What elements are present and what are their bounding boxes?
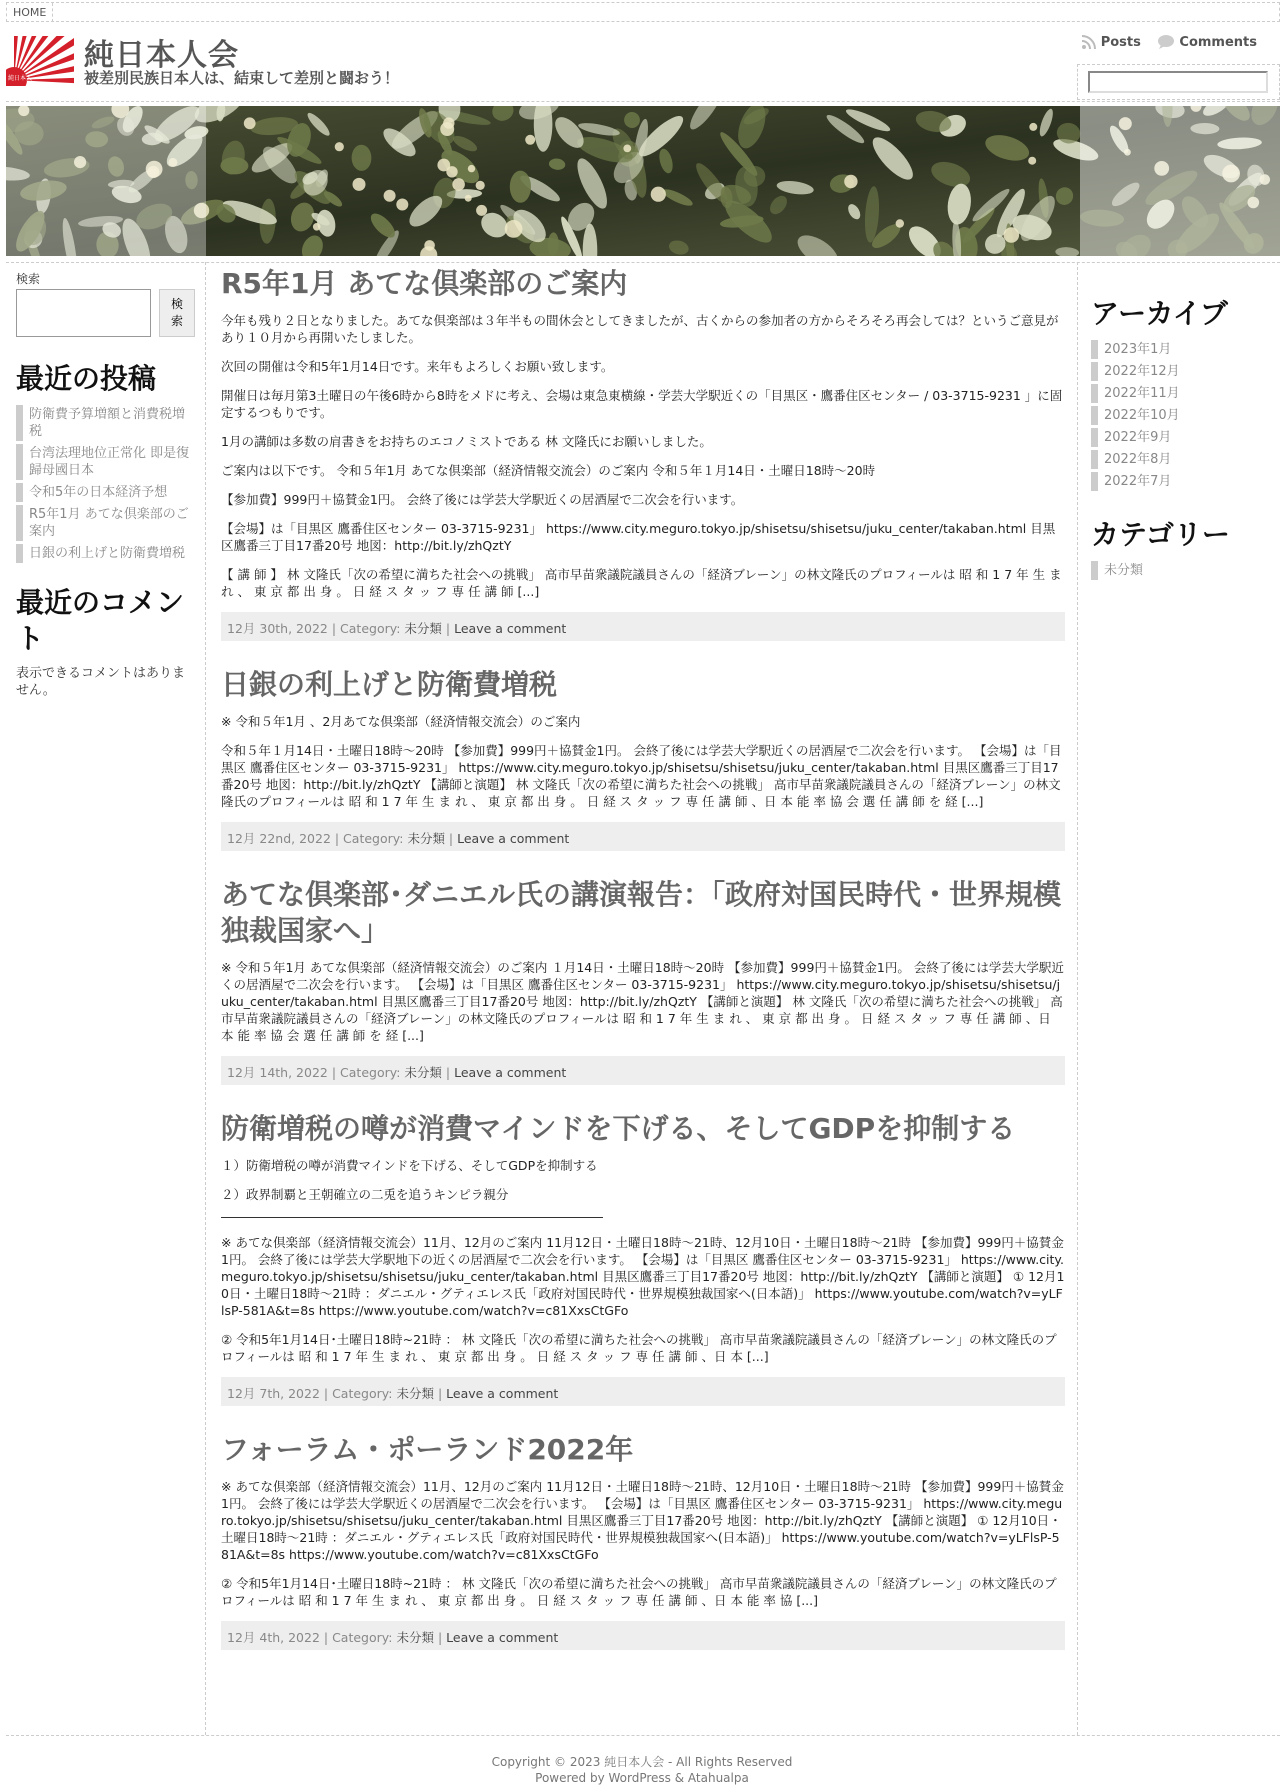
post-date: 12月 22nd, 2022 | Category: <box>227 831 408 846</box>
meta-separator: | <box>433 1386 447 1401</box>
post-body <box>221 1478 1065 1609</box>
post-paragraph: 【会場】は「目黒区 鷹番住区センター 03-3715-9231」 https://www.city.meguro.tokyo.jp/shisetsu/shisetsu/juku_center/takaban.html 目黒区鷹番三丁目17番20号 地図：http://bit.ly/zhQztY <box>221 521 1056 553</box>
post-paragraph: ② 令和5年1月14日･土曜日18時~21時 ： 林 文隆氏「次の希望に満ちた社会への挑戦」 高市早苗衆議院議員さんの「経済ブレーン」の林文隆氏のプロフィールは 昭 和 1 7 年 生 ま れ 、 東 京 都 出 身 。 日 経 ス タ ッ フ 専 任 講 師 、日 本 能 率 協 [...] <box>221 1576 1057 1608</box>
post-paragraph: ２）政界制覇と王朝確立の二兎を追うキンピラ親分 <box>221 1187 509 1202</box>
post-paragraph: 【参加費】999円＋協賛金1円。 会終了後には学芸大学駅近くの居酒屋で二次会を行います。 <box>221 492 744 507</box>
category-link[interactable]: 未分類 <box>404 1065 442 1080</box>
post <box>221 877 1065 1085</box>
post-date: 12月 30th, 2022 | Category: <box>227 621 405 636</box>
archive-item[interactable]: 2022年11月 <box>1091 384 1271 403</box>
category-link[interactable]: 未分類 <box>404 621 442 636</box>
powered-by-text: Powered by WordPress & Atahualpa <box>535 1771 749 1785</box>
leave-comment-link[interactable]: Leave a comment <box>454 621 567 636</box>
horizontal-rule <box>221 1217 603 1218</box>
post-date: 12月 14th, 2022 | Category: <box>227 1065 405 1080</box>
post-body <box>221 713 1065 810</box>
nav-home-link[interactable]: HOME <box>7 3 53 22</box>
banner-foliage-image <box>6 106 1280 256</box>
post-title[interactable]: 防衛増税の噂が消費マインドを下げる、そしてGDPを抑制する <box>221 1112 1016 1145</box>
recent-posts-title: 最近の投稿 <box>16 362 157 395</box>
top-nav <box>6 2 1280 22</box>
post-meta <box>221 1056 1065 1085</box>
leave-comment-link[interactable]: Leave a comment <box>446 1630 559 1645</box>
posts-feed-link[interactable] <box>1081 34 1141 50</box>
meta-separator: | <box>441 1065 455 1080</box>
content-top-divider <box>6 262 1280 263</box>
post-body <box>221 1157 1065 1365</box>
archive-item[interactable]: 2022年12月 <box>1091 362 1271 381</box>
category-link[interactable]: 未分類 <box>407 831 445 846</box>
post-paragraph: ② 令和5年1月14日･土曜日18時~21時 ： 林 文隆氏「次の希望に満ちた社会への挑戦」 高市早苗衆議院議員さんの「経済ブレーン」の林文隆氏のプロフィールは 昭 和 1 7 年 生 ま れ 、 東 京 都 出 身 。 日 経 ス タ ッ フ 専 任 講 師 、日 本 [...] <box>221 1332 1057 1364</box>
recent-post-item[interactable]: R5年1月 あてな倶楽部のご案内 <box>16 505 196 541</box>
post-title[interactable]: 日銀の利上げと防衛費増税 <box>221 668 558 701</box>
post-paragraph: 令和５年１月14日・土曜日18時～20時 【参加費】999円＋協賛金1円。 会終了後には学芸大学駅近くの居酒屋で二次会を行います。 【会場】は「目黒区 鷹番住区センター 03-3715-9231」 https://www.city.meguro.tokyo.jp/shisetsu/shisetsu/juku_center/takaban.html 目黒区鷹番三丁目17番20号 地図：http://bit.ly/zhQztY 【講師と演題】 林 文隆氏「次の希望に満ちた社会への挑戦」 高市早苗衆議院議員さんの「経済ブレーン」の林文隆氏のプロフィールは 昭 和 1 7 年 生 ま れ 、 東 京 都 出 身 。 日 経 ス タ ッ フ 専 任 講 師 、日 本 能 率 協 会 選 任 講 師 を 経 [...] <box>221 743 1062 809</box>
header-search-box <box>1077 64 1280 100</box>
post <box>221 667 1065 851</box>
categories-title: カテゴリー <box>1091 518 1230 551</box>
archive-item[interactable]: 2022年10月 <box>1091 406 1271 425</box>
meta-separator: | <box>441 621 455 636</box>
post-title[interactable]: フォーラム・ポーランド2022年 <box>221 1433 634 1466</box>
post-title[interactable]: あてな倶楽部･ダニエル氏の講演報告：「政府対国民時代・世界規模独裁国家へ」 <box>221 878 1062 947</box>
leave-comment-link[interactable]: Leave a comment <box>446 1386 559 1401</box>
recent-post-item[interactable]: 日銀の利上げと防衛費増税 <box>16 544 196 563</box>
post-title[interactable]: R5年1月 あてな倶楽部のご案内 <box>221 267 628 300</box>
post-paragraph: １）防衛増税の噂が消費マインドを下げる、そしてGDPを抑制する <box>221 1158 598 1173</box>
site-tagline: 被差別民族日本人は、結束して差別と闘おう！ <box>84 69 400 87</box>
post <box>221 266 1065 641</box>
main-content <box>221 266 1065 1676</box>
leave-comment-link[interactable]: Leave a comment <box>454 1065 567 1080</box>
comments-feed-link[interactable] <box>1157 34 1257 50</box>
post-date: 12月 4th, 2022 | Category: <box>227 1630 397 1645</box>
archive-item[interactable]: 2023年1月 <box>1091 340 1271 359</box>
no-comments-text: 表示できるコメントはありません。 <box>16 666 186 698</box>
archives-title: アーカイブ <box>1091 297 1228 330</box>
post-meta <box>221 612 1065 641</box>
recent-post-item[interactable]: 防衛費予算増額と消費税増税 <box>16 405 196 441</box>
post-paragraph: ※ 令和５年1月 、2月あてな倶楽部（経済情報交流会）のご案内 <box>221 714 581 729</box>
logo-text: 純日本人 <box>8 75 33 82</box>
leave-comment-link[interactable]: Leave a comment <box>457 831 570 846</box>
meta-separator: | <box>433 1630 447 1645</box>
posts-feed-label: Posts <box>1100 34 1141 50</box>
post-date: 12月 7th, 2022 | Category: <box>227 1386 397 1401</box>
recent-posts-list <box>16 405 196 563</box>
post-paragraph: 今年も残り２日となりました。あてな倶楽部は３年半もの間休会としてきましたが、古くからの参加者の方からそろそろ再会しては？というご意見があり１０月から再開いたしました。 <box>221 313 1059 345</box>
recent-post-item[interactable]: 令和5年の日本経済予想 <box>16 483 196 502</box>
site-title[interactable]: 純日本人会 <box>84 38 239 73</box>
search-label: 検索 <box>16 272 41 286</box>
header-search-input[interactable] <box>1088 71 1268 93</box>
archive-item[interactable]: 2022年8月 <box>1091 450 1271 469</box>
post-paragraph: 次回の開催は令和5年1月14日です。来年もよろしくお願い致します。 <box>221 359 614 374</box>
post-meta <box>221 822 1065 851</box>
recent-post-item[interactable]: 台湾法理地位正常化 即是復歸母國日本 <box>16 444 196 480</box>
meta-separator: | <box>444 831 458 846</box>
post-paragraph: ※ 令和５年1月 あてな倶楽部（経済情報交流会）のご案内 １月14日・土曜日18時～20時 【参加費】999円＋協賛金1円。 会終了後には学芸大学駅近くの居酒屋で二次会を行います。 【会場】は「目黒区 鷹番住区センター 03-3715-9231」 https://www.city.meguro.tokyo.jp/shisetsu/shisetsu/juku_center/takaban.html 目黒区鷹番三丁目17番20号 地図：http://bit.ly/zhQztY 【講師と演題】 林 文隆氏「次の希望に満ちた社会への挑戦」 高市早苗衆議院議員さんの「経済ブレーン」の林文隆氏のプロフィールは 昭 和 1 7 年 生 ま れ 、 東 京 都 出 身 。 日 経 ス タ ッ フ 専 任 講 師 、日 本 能 率 協 会 選 任 講 師 を 経 [...] <box>221 960 1064 1043</box>
right-column-divider <box>1077 262 1078 1735</box>
feed-links <box>1069 34 1257 54</box>
post-paragraph: 【 講 師 】 林 文隆氏「次の希望に満ちた社会への挑戦」 高市早苗衆議院議員さんの「経済ブレーン」の林文隆氏のプロフィールは 昭 和 1 7 年 生 ま れ 、 東 京 都 出 身 。 日 経 ス タ ッ フ 専 任 講 師 [...] <box>221 567 1062 599</box>
header-divider <box>6 101 1280 102</box>
post-paragraph: 開催日は毎月第3土曜日の午後6時から8時をメドに考え、会場は東急東横線・学芸大学駅近くの「目黒区・鷹番住区センター / 03-3715-9231 」に固定するつもりです。 <box>221 388 1063 420</box>
site-logo[interactable] <box>6 36 74 86</box>
post-paragraph: ※ あてな倶楽部（経済情報交流会）11月、12月のご案内 11月12日・土曜日18時～21時、12月10日・土曜日18時～21時 【参加費】999円＋協賛金1円。 会終了後には学芸大学駅近くの居酒屋で二次会を行います。 【会場】は「目黒区 鷹番住区センター 03-3715-9231」 https://www.city.meguro.tokyo.jp/shisetsu/shisetsu/juku_center/takaban.html 目黒区鷹番三丁目17番20号 地図：http://bit.ly/zhQztY 【講師と演題】 ① 12月10日・土曜日18時～21時 ：ダニエル・グティエレス氏「政府対国民時代・世界規模独裁国家へ(日本語)」 https://www.youtube.com/watch?v=yLFlsP-581A&t=8s https://www.youtube.com/watch?v=c81XxsCtGFo <box>221 1479 1064 1562</box>
post-paragraph: ご案内は以下です。 令和５年1月 あてな倶楽部（経済情報交流会）のご案内 令和５年１月14日・土曜日18時～20時 <box>221 463 876 478</box>
left-column-divider <box>205 262 206 1735</box>
sidebar-search-form <box>16 289 196 337</box>
category-item[interactable]: 未分類 <box>1091 561 1271 580</box>
footer-divider <box>6 1735 1280 1736</box>
copyright-text: Copyright © 2023 純日本人会 - All Rights Reserved <box>491 1755 793 1769</box>
recent-comments-title: 最近のコメント <box>16 586 185 655</box>
post-meta <box>221 1377 1065 1406</box>
archives-list <box>1091 340 1271 491</box>
post-body <box>221 959 1065 1044</box>
category-link[interactable]: 未分類 <box>396 1630 434 1645</box>
post-paragraph: ※ あてな倶楽部（経済情報交流会）11月、12月のご案内 11月12日・土曜日18時～21時、12月10日・土曜日18時～21時 【参加費】999円＋協賛金1円。 会終了後には学芸大学駅地下の近くの居酒屋で二次会を行います。 【会場】は「目黒区 鷹番住区センター 03-3715-9231」 https://www.city.meguro.tokyo.jp/shisetsu/shisetsu/juku_center/takaban.html 目黒区鷹番三丁目17番20号 地図：http://bit.ly/zhQztY 【講師と演題】 ① 12月10日・土曜日18時～21時 ：ダニエル・グティエレス氏「政府対国民時代・世界規模独裁国家へ(日本語)」 https://www.youtube.com/watch?v=yLFlsP-581A&t=8s https://www.youtube.com/watch?v=c81XxsCtGFo <box>221 1235 1065 1318</box>
header-banner-image <box>6 106 1280 256</box>
rising-sun-logo-icon <box>6 36 74 86</box>
sidebar-search-button[interactable]: 検 索 <box>159 289 195 337</box>
archive-item[interactable]: 2022年9月 <box>1091 428 1271 447</box>
category-link[interactable]: 未分類 <box>396 1386 434 1401</box>
categories-list <box>1091 561 1271 580</box>
speech-bubble-icon <box>1157 34 1175 50</box>
comments-feed-label: Comments <box>1179 34 1257 50</box>
post <box>221 1432 1065 1650</box>
post-paragraph: 1月の講師は多数の肩書きをお持ちのエコノミストである 林 文隆氏にお願いしました。 <box>221 434 712 449</box>
archive-item[interactable]: 2022年7月 <box>1091 472 1271 491</box>
post <box>221 1111 1065 1406</box>
post-body <box>221 312 1065 600</box>
rss-icon <box>1081 34 1097 50</box>
post-meta <box>221 1621 1065 1650</box>
left-sidebar <box>16 270 196 699</box>
footer <box>0 1754 1284 1786</box>
right-sidebar <box>1091 296 1271 583</box>
sidebar-search-input[interactable] <box>16 289 151 337</box>
